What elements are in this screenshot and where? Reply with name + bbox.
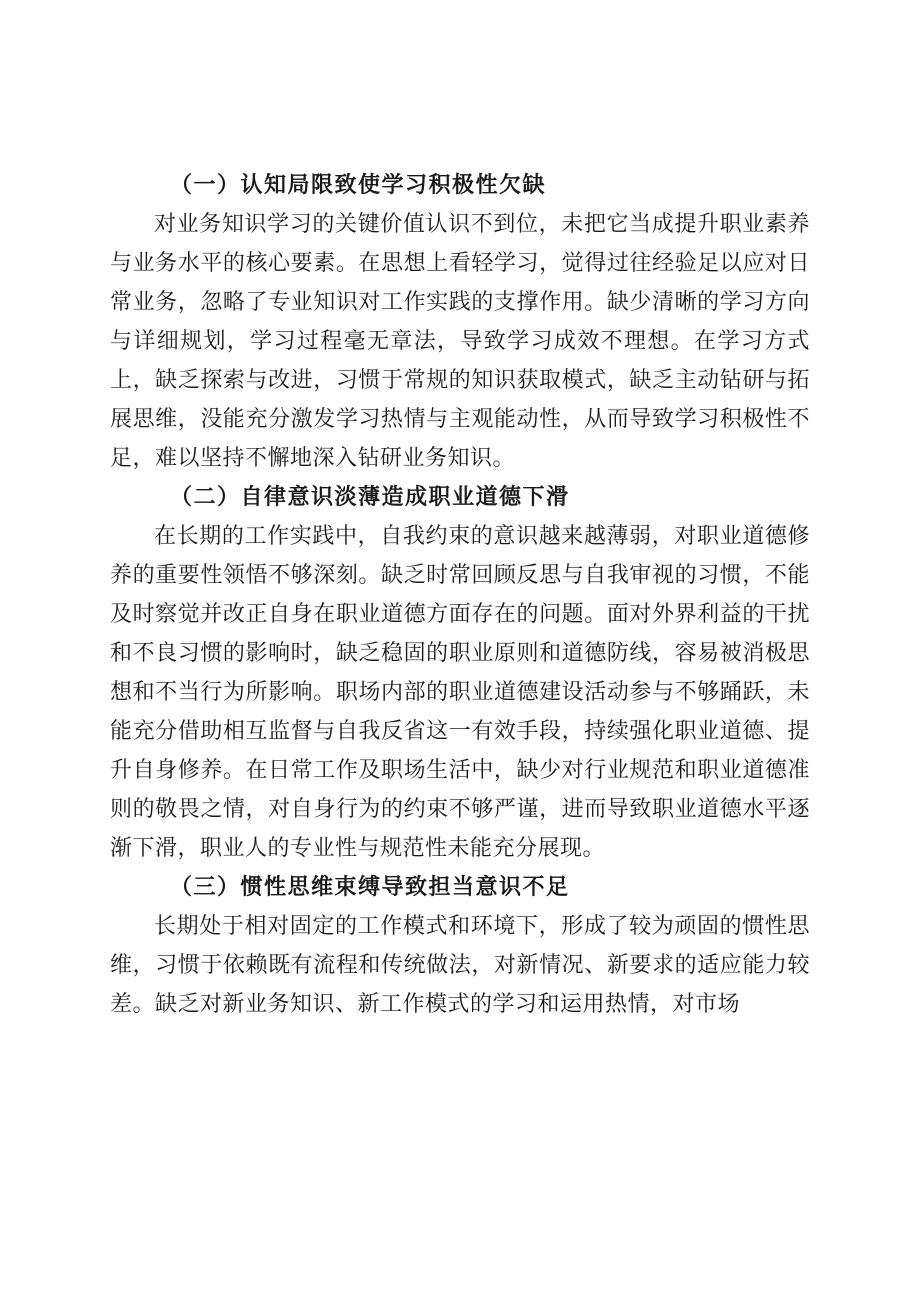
document-body (110, 166, 810, 1024)
section-heading-3: （三）惯性思维束缚导致担当意识不足 (170, 875, 570, 900)
section-heading-1: （一）认知局限致使学习积极性欠缺 (170, 173, 547, 198)
section-paragraph-3: 长期处于相对固定的工作模式和环境下，形成了较为顽固的惯性思维，习惯于依赖既有流程和传统做法，对新情况、新要求的适应能力较差。缺乏对新业务知识、新工作模式的学习和运用热情，对市场 (110, 914, 810, 1017)
section-paragraph-1: 对业务知识学习的关键价值认识不到位，未把它当成提升职业素养与业务水平的核心要素。在思想上看轻学习，觉得过往经验足以应对日常业务，忽略了专业知识对工作实践的支撑作用。缺少清晰的学习方向与详细规划，学习过程毫无章法，导致学习成效不理想。在学习方式上，缺乏探索与改进，习惯于常规的知识获取模式，缺乏主动钻研与拓展思维，没能充分激发学习热情与主观能动性，从而导致学习积极性不足，难以坚持不懈地深入钻研业务知识。 (110, 212, 810, 471)
section-paragraph-2: 在长期的工作实践中，自我约束的意识越来越薄弱，对职业道德修养的重要性领悟不够深刻。缺乏时常回顾反思与自我审视的习惯，不能及时察觉并改正自身在职业道德方面存在的问题。面对外界利益的干扰和不良习惯的影响时，缺乏稳固的职业原则和道德防线，容易被消极思想和不当行为所影响。职场内部的职业道德建设活动参与不够踊跃，未能充分借助相互监督与自我反省这一有效手段，持续强化职业道德、提升自身修养。在日常工作及职场生活中，缺少对行业规范和职业道德准则的敬畏之情，对自身行为的约束不够严谨，进而导致职业道德水平逐渐下滑，职业人的专业性与规范性未能充分展现。 (110, 524, 810, 861)
section-heading-2: （二）自律意识淡薄造成职业道德下滑 (170, 485, 570, 510)
